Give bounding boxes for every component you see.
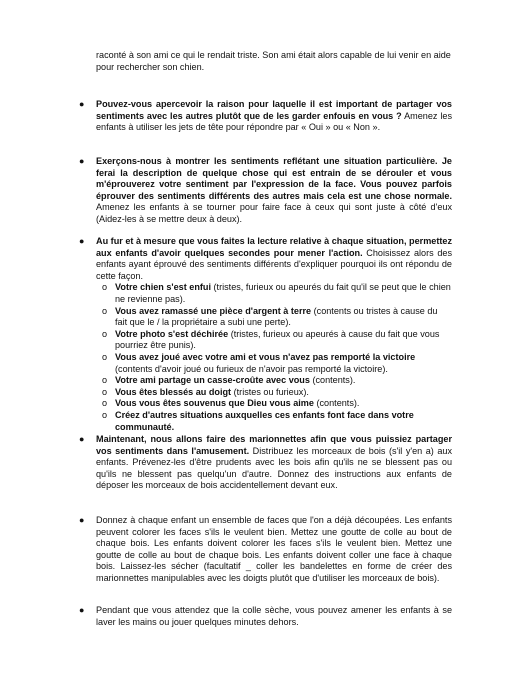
bullet-icon: ● xyxy=(79,99,85,109)
bullet-icon: ● xyxy=(79,236,85,246)
list-item: o Votre ami partage un casse-croûte avec vous (contents). xyxy=(102,375,356,386)
bullet-text-1: Pouvez-vous apercevoir la raison pour laquelle il est important de partager vos sentiments avec les autres plutôt que de les garder enfouis en vous ? Amenez les enfants à utiliser les jets de tête pour répondre par « Oui » ou « Non ». xyxy=(96,99,452,133)
circle-bullet-icon: o xyxy=(102,398,108,409)
situation-list xyxy=(102,282,452,433)
bullet-item-3 xyxy=(79,236,452,433)
circle-bullet-icon: o xyxy=(102,282,108,293)
bullet-item-5 xyxy=(79,515,452,585)
bullet-text-5: Donnez à chaque enfant un ensemble de faces que l'on a déjà découpées. Les enfants peuvent colorer les faces s'ils le veulent bien. Mettez une goutte de colle au bout de chaque bois. Les enfants doivent colorer les faces s'ils le veulent bien. Mettez une goutte de colle au bout de chaque bois. Les enfants doivent coller une face à chaque bois. Laissez-les sécher (facultatif _ coller les bandelettes en forme de créer des marionnettes manipulables avec les doigts plutôt que d'utiliser les morceaux de bois). xyxy=(96,515,452,583)
bullet-text-3: Au fur et à mesure que vous faites la lecture relative à chaque situation, permettez aux enfants d'avoir quelques secondes pour mener l'action. Choisissez alors des enfants ayant éprouvé des sentiments différents d'expliquer pourquoi ils ont répondu de cette façon. xyxy=(96,236,452,281)
bullet-text-4: Maintenant, nous allons faire des marionnettes afin que vous puissiez partager vos sentiments dans l'amusement. Distribuez les morceaux de bois (s'il y'en a) aux enfants. Prévenez-les d'être prudents avec les bois afin qu'ils ne se blessent pas ou qu'ils ne blessent pas quelqu'un d'autre. Donnez des instructions aux enfants de déposer les morceaux de bois accidentellement devant eux. xyxy=(96,434,452,491)
bullet-icon: ● xyxy=(79,434,85,444)
bullet-item-2 xyxy=(79,156,452,226)
bullet-text-6: Pendant que vous attendez que la colle sèche, vous pouvez amener les enfants à se laver les mains ou jouer quelques minutes dehors. xyxy=(96,605,452,627)
list-item: o Vous vous êtes souvenus que Dieu vous aime (contents). xyxy=(102,398,360,409)
list-item: o Votre chien s'est enfui (tristes, furieux ou apeurés du fait qu'il se peut que le chien ne revienne pas). xyxy=(102,282,451,304)
bullet-icon: ● xyxy=(79,515,85,525)
intro-paragraph: raconté à son ami ce qui le rendait triste. Son ami était alors capable de lui venir en aide pour rechercher son chien. xyxy=(96,50,451,72)
list-item: o Votre photo s'est déchirée (tristes, furieux ou apeurés à cause du fait que vous pourriez être punis). xyxy=(102,328,440,351)
circle-bullet-icon: o xyxy=(102,328,108,339)
bullet-icon: ● xyxy=(79,605,85,615)
bullet-icon: ● xyxy=(79,156,85,166)
circle-bullet-icon: o xyxy=(102,409,108,420)
bullet-item-6 xyxy=(79,605,452,628)
list-item: o Vous avez ramassé une pièce d'argent à terre (contents ou tristes à cause du fait que le / la propriétaire a subi une perte). xyxy=(102,305,438,328)
circle-bullet-icon: o xyxy=(102,305,108,316)
list-item: o Vous êtes blessés au doigt (tristes ou furieux). xyxy=(102,386,309,397)
circle-bullet-icon: o xyxy=(102,375,108,386)
circle-bullet-icon: o xyxy=(102,351,108,362)
bullet-item-4 xyxy=(79,434,452,492)
bullet-text-2: Exerçons-nous à montrer les sentiments reflétant une situation particulière. Je ferai la description de quelque chose qui est entrain de se dérouler et vous m'éprouverez votre sentiment par l'expression de la face. Vous pouvez parfois éprouver des sentiments différents des autres mais cela est une chose normale. Amenez les enfants à se tourner pour faire face à ceux qui sont juste à côté d'eux (Aidez-les à se mettre deux à deux). xyxy=(96,156,452,224)
bullet-item-1 xyxy=(79,99,452,134)
list-item: o Créez d'autres situations auxquelles ces enfants font face dans votre communauté. xyxy=(102,409,414,432)
list-item: o Vous avez joué avec votre ami et vous n'avez pas remporté la victoire (contents d'avoir joué ou furieux de n'avoir pas remporté la victoire). xyxy=(102,351,416,374)
circle-bullet-icon: o xyxy=(102,386,108,397)
